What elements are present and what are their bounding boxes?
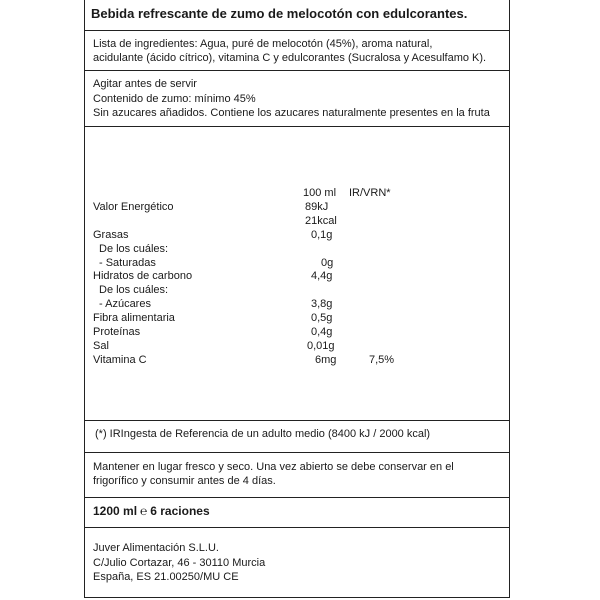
nutrition-row-value: 0,5g [311,312,333,324]
volume-amount: 1200 ml [93,504,138,518]
company-registry: España, ES 21.00250/MU CE [93,571,239,583]
nutrition-row-value: 4,4g [311,270,333,282]
nutrition-row-value: 6mg [315,354,337,366]
storage-line-1: Mantener en lugar fresco y seco. Una vez abierto se debe conservar en el [93,461,454,473]
ingredients-line-1: Lista de ingredientes: Agua, puré de melocotón (45%), aroma natural, [93,38,433,50]
servings: 6 raciones [150,504,210,518]
nutrition-row-label: Valor Energético [93,201,174,213]
nutrition-row-label: Grasas [93,229,129,241]
nutrition-header-ir: IR/VRN* [349,187,391,199]
storage-line-2: frigorífico y consumir antes de 4 días. [93,475,276,487]
nutrition-row-label: Sal [93,340,109,352]
nutrition-row-label: Hidratos de carbono [93,270,193,282]
section-divider [85,30,509,31]
section-divider [85,527,509,528]
note-juice-content: Contenido de zumo: mínimo 45% [93,93,256,105]
note-sugar: Sin azucares añadidos. Contiene los azucares naturalmente presentes en la fruta [93,107,490,119]
company-address: C/Julio Cortazar, 46 - 30110 Murcia [93,557,266,569]
nutrition-row-ir: 7,5% [369,354,395,366]
nutrition-label-panel [84,0,510,598]
section-divider [85,126,509,127]
nutrition-row-value: 3,8g [311,298,333,310]
nutrition-row-value: 0,1g [311,229,333,241]
nutrition-row-value: 89kJ [305,201,329,213]
estimated-sign-icon: ℮ [140,504,148,518]
company-name: Juver Alimentación S.L.U. [93,542,219,554]
nutrition-row-label: Proteínas [93,326,141,338]
section-divider [85,420,509,421]
nutrition-row-label: De los cuáles: [99,243,169,255]
section-divider [85,497,509,498]
section-divider [85,452,509,453]
nutrition-row-value: 21kcal [305,215,337,227]
nutrition-row-value: 0,4g [311,326,333,338]
nutrition-row-label: Vitamina C [93,354,147,366]
section-divider [85,70,509,71]
nutrition-row-label: De los cuáles: [99,284,169,296]
nutrition-row-value: 0g [321,257,334,269]
nutrition-row-value: 0,01g [307,340,335,352]
nutrition-row-label: Fibra alimentaria [93,312,175,324]
nutrition-row-label: - Saturadas [99,257,156,269]
product-title: Bebida refrescante de zumo de melocotón con edulcorantes. [91,6,468,21]
volume-line [93,505,210,518]
ingredients-line-2: acidulante (ácido cítrico), vitamina C y edulcorantes (Sucralosa y Acesulfamo K). [93,52,487,64]
nutrition-row-label: - Azúcares [99,298,151,310]
ir-footnote: (*) IRIngesta de Referencia de un adulto medio (8400 kJ / 2000 kcal) [95,428,431,440]
note-shake: Agitar antes de servir [93,78,197,90]
nutrition-header-100ml: 100 ml [303,187,337,199]
